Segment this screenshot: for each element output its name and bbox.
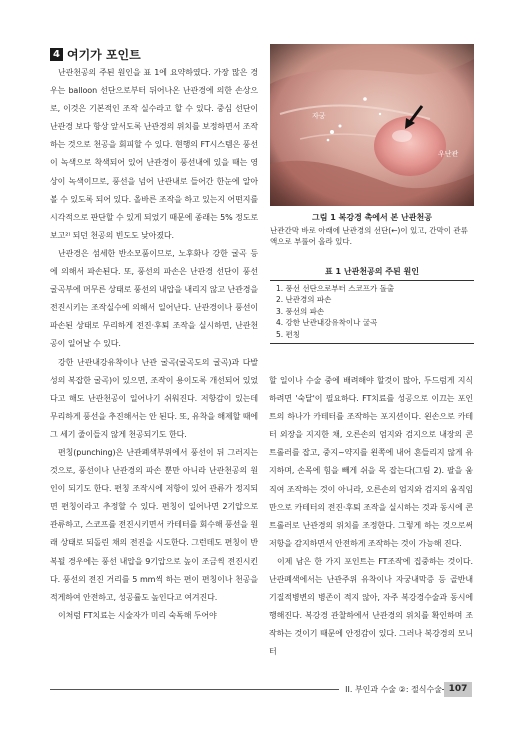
- list-item: 3. 풍선의 파손: [276, 306, 325, 316]
- label-uterus: 자궁: [312, 112, 326, 120]
- list-item: 2. 난관경의 파손: [276, 295, 332, 305]
- laparoscopic-image: [270, 44, 474, 206]
- paragraph: 난관천공의 주된 원인을 표 1에 요약하였다. 가장 많은 경우는 balloon 선단으로부터 뒤어나온 난관경에 의한 손상으로, 이것은 기본적인 조작 실수라고 할 수 있다. 중심 선단이 난관경 보다 항상 앞서도록 난관경의 위치를 보정하면서 조작하는 것으로 천공을 회피할 수 있다. 현행의 FT시스템은 풍선이 녹색으로 착색되어 있어 난관경이 풍선내에 있을 때는 영상이 녹색이므로, 풍선을 넘어 난관내로 들어간 한눈에 알아 볼 수 있도록 되어 있다. 올바른 조작을 하고 있는지 어떤지를 시각적으로 판단할 수 있게 되었기 때문에 종래는 5% 정도로 보고²⁾ 되던 천공의 빈도도 낮아졌다.: [50, 68, 258, 240]
- paragraph: 편칭(punching)은 난관폐색부위에서 풍선이 뒤 그러지는 것으로, 풍선이나 난관경의 파손 뿐만 아니라 난관천공의 원인이 되기도 한다. 편칭 조작시에 저항이 있어 관류가 정지되면 편칭이라고 추정할 수 있다. 편칭이 일어나면 2기압으로 관류하고, 스코프를 전진시키면서 카테터를 회수해 풍선을 원래 상태로 되돌린 채의 전진을 시도한다. 그런데도 편칭이 반복될 경우에는 풍선 내압을 9기압으로 높이 조금씩 전진시킨다. 풍선의 전진 거리를 5 mm씩 하는 편이 편칭이나 천공을 적게하여 안전하고, 성공률도 높인다고 여겨진다.: [50, 447, 258, 602]
- page-number: 107: [444, 682, 472, 697]
- section-title: 여기가 포인트: [67, 48, 141, 62]
- section-heading: [50, 46, 141, 63]
- causes-table: [270, 266, 474, 344]
- list-item: 4. 강한 난관내강유착이나 굴곡: [276, 318, 378, 328]
- list-item: 5. 편칭: [276, 329, 301, 339]
- figure-caption: [270, 212, 474, 247]
- paragraph: 이처럼 FT치료는 시술자가 미리 숙독해 두어야: [58, 610, 217, 620]
- laparoscopic-photo: [270, 44, 474, 206]
- right-column: [269, 372, 473, 662]
- page-footer: [0, 682, 516, 698]
- paragraph: 강한 난관내강유착이나 난관 굴곡(굴곡도의 굴곡)과 다발성의 복잡한 굴곡)이 있으면, 조작이 용이도록 개선되어 있었다고 해도 난관천공이 일어나기 쉬워진다. 저항감이 있는데 무리하게 풍선을 추진해서는 안 된다. 또, 유착을 해제할 때에 그 세기 줄이들지 않게 천공되기도 한다.: [50, 357, 258, 439]
- label-right-tube: 우난관: [438, 150, 459, 158]
- list-item: 1. 풍선 선단으로부터 스코프가 돌출: [276, 284, 395, 293]
- paragraph: 난관경은 섬세한 반소모품이므로, 노후화나 강한 굴곡 등에 의해서 파손된다. 또, 풍선의 파손은 난관경 선단이 풍선 굴곡부에 머무른 상태로 풍선의 내압을 내리지 않고 난관경을 전진시키는 조작실수에 의해서 일어난다. 난관경이나 풍선이 파손된 상태로 무리하게 전진·후퇴 조작을 실시하면, 난관천공이 일어날 수 있다.: [50, 248, 258, 349]
- table-title: 표 1 난관천공의 주된 원인: [325, 267, 419, 276]
- figure-caption-text: 난관간막 바로 아래에 난관경의 선단(←)이 있고, 간막이 관류액으로 부풀어 올라 있다.: [270, 226, 468, 246]
- section-number-badge: 4: [50, 48, 63, 61]
- figure-title: 그림 1 복강경 촉에서 본 난관천공: [312, 213, 432, 222]
- paragraph: 할 일이나 수술 중에 배려해야 할것이 많아, 두드럼게 지식하려면 '숙달'이 필요하다. FT치료를 성공으로 이끄는 포인트의 하나가 카테터를 조작하는 포지션이다. 왼손으로 카테터 외장을 지지한 채, 오른손의 엄지와 검지으로 내장의 콘트롤러를 잡고, 중지~약지를 왼쪽에 내어 흔들리지 않게 유지하며, 손목에 힘을 빼게 쉬을 목 잡는다(그림 2). 팔을 움직여 조작하는 것이 아니라, 오른손의 엄지와 검지의 움직임 만으로 카테터의 전진·후퇴 조작을 실시하는 것과 동시에 콘트롤러로 난관경의 위치를 조정한다. 그렇게 하는 것으로써 저항을 감지하면서 안전하게 조작하는 것이 가능해 진다.: [269, 376, 473, 548]
- left-column: [50, 64, 258, 625]
- footer-section-title: II. 부인과 수술 ②: 절식수술: [339, 682, 442, 697]
- table-list: [270, 280, 474, 344]
- paragraph: 이제 남은 한 가지 포인트는 FT조작에 집중하는 것이다. 난관폐색에서는 난관주위 유착이나 자궁내막증 등 골반내 기질적병변의 병존이 적지 않아, 자주 복강경수술과 동시에 행해진다. 복강경 관찰하에서 난관경의 위치를 확인하며 조작하는 것이기 때문에 안정감이 있다. 그러나 복강경의 모니터: [269, 556, 473, 657]
